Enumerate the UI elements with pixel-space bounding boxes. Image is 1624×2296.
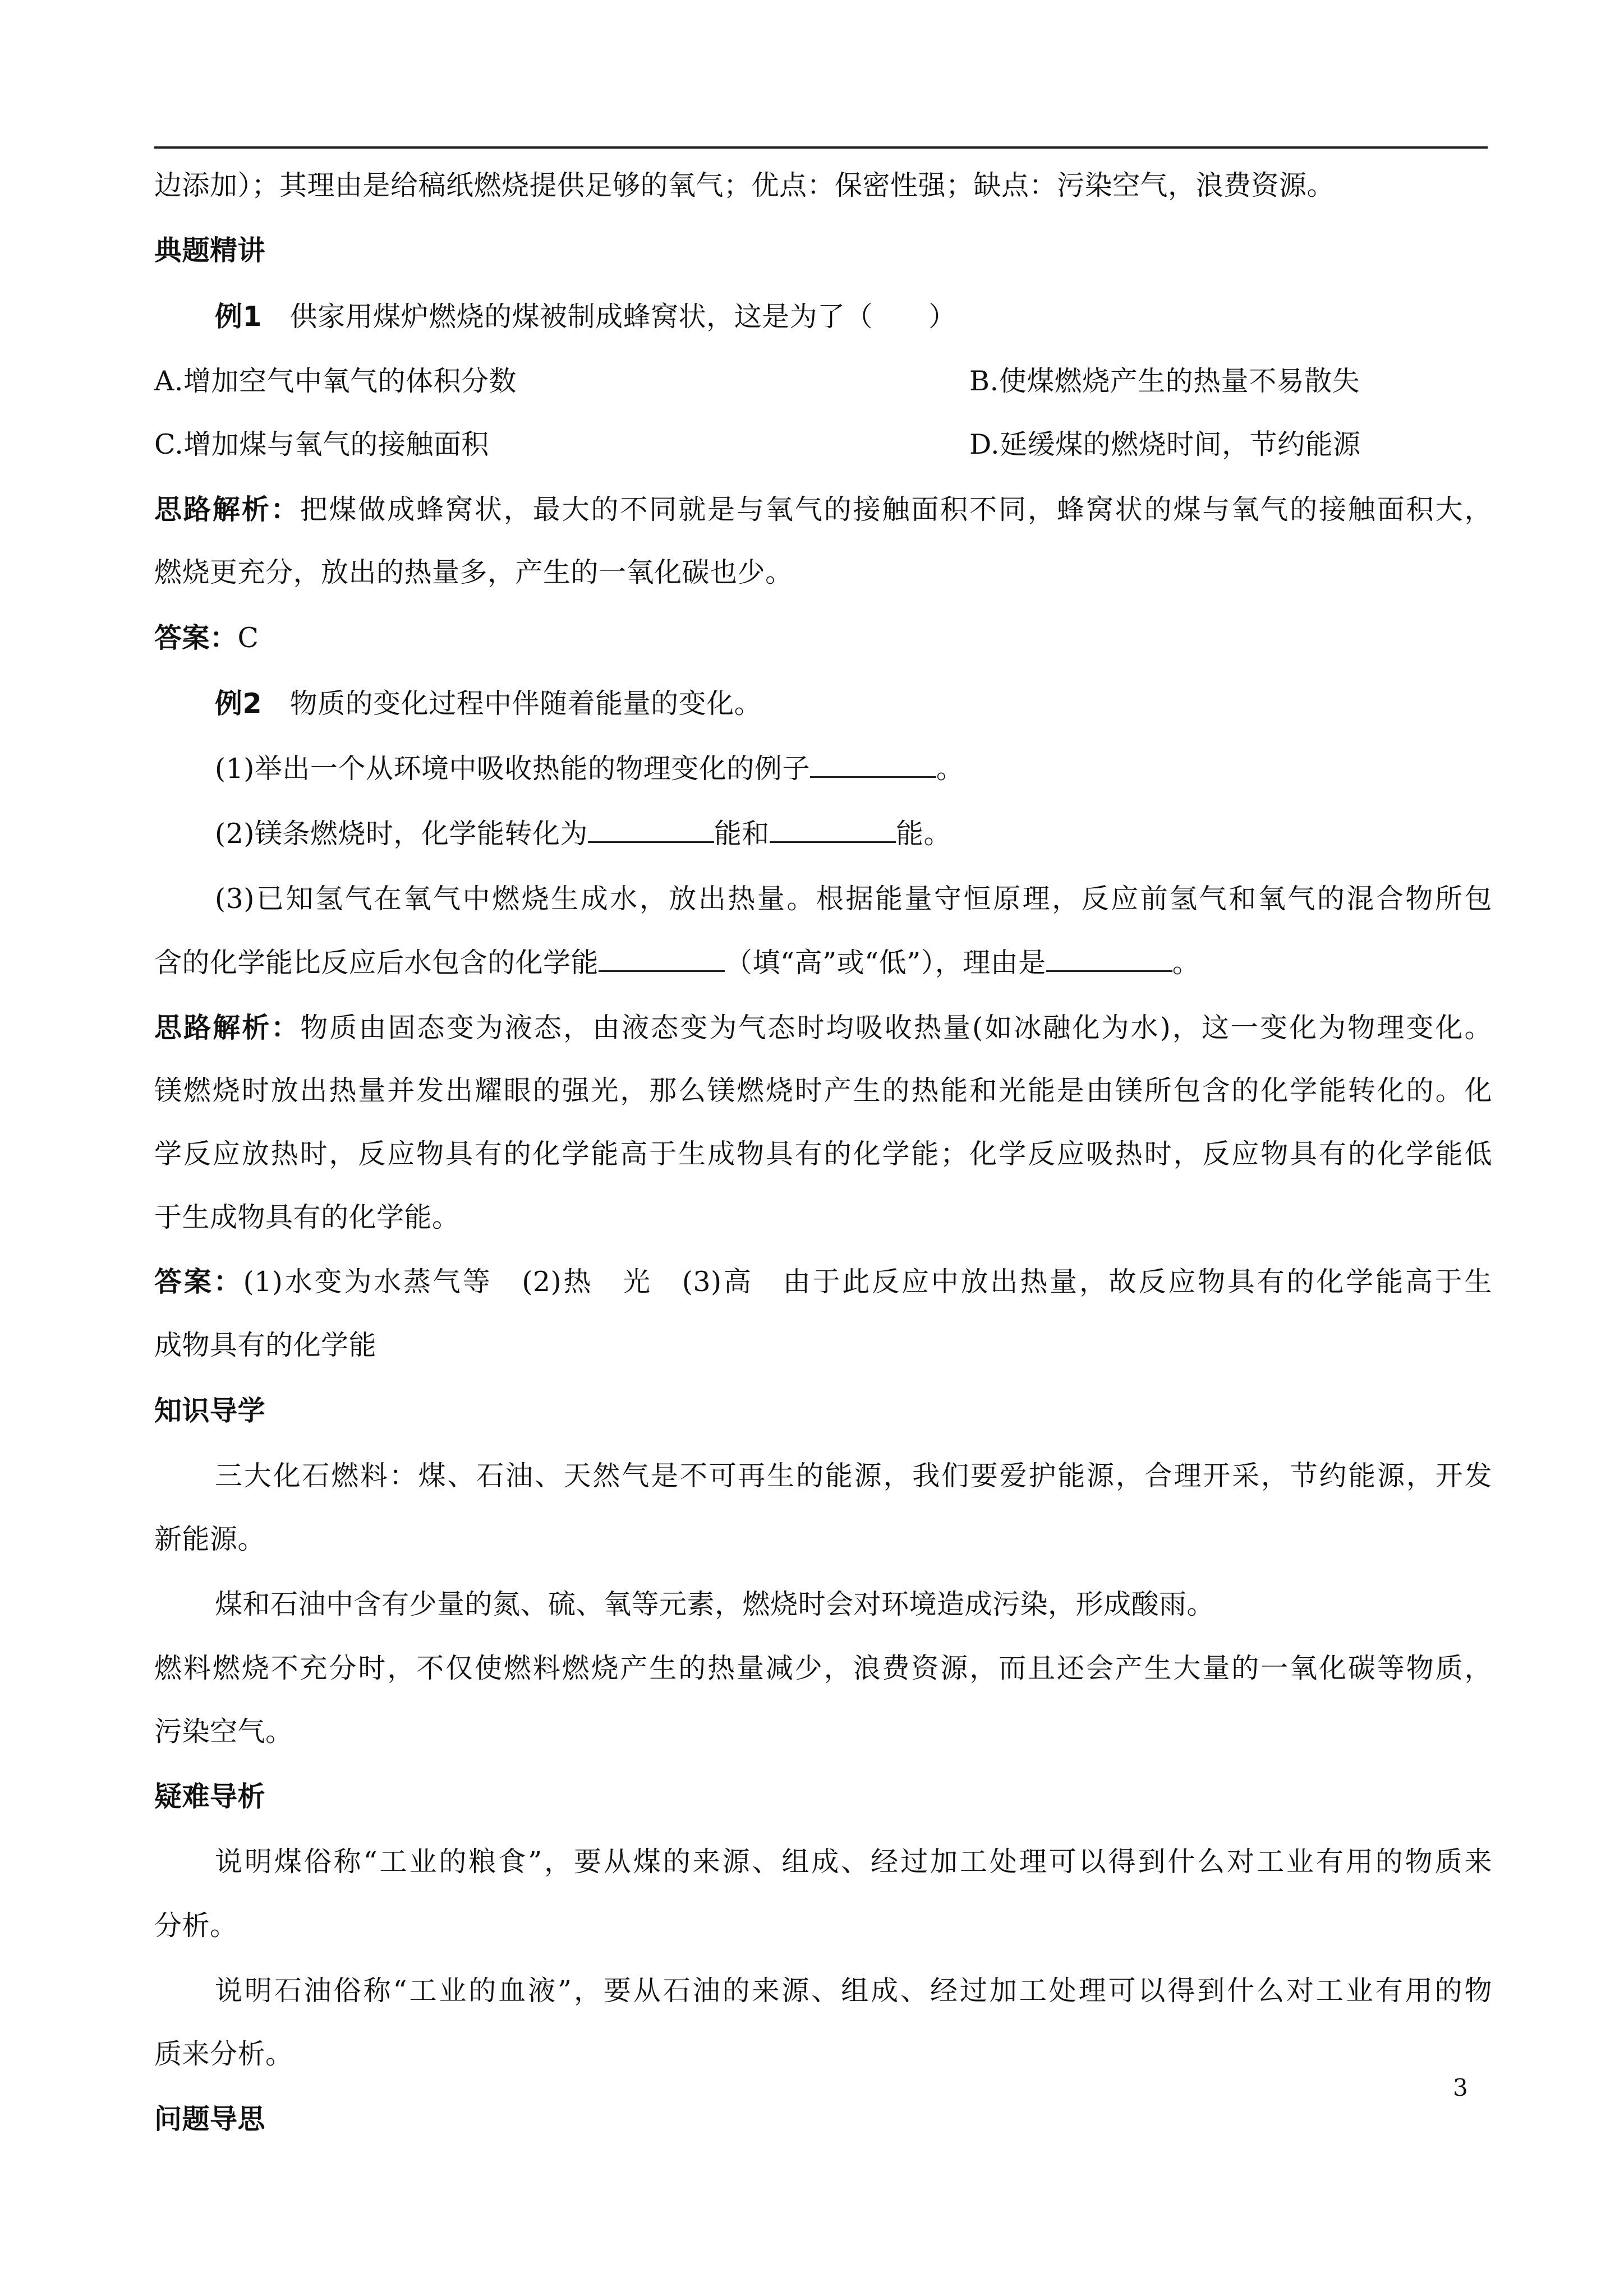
analysis-text: 把煤做成蜂窝状，最大的不同就是与氧气的接触面积不同，蜂窝状的煤与氧气的接触面积大， (300, 494, 1492, 525)
subquestion-text: 能和 (714, 818, 770, 850)
answer-value: C (237, 622, 259, 654)
text-line: 分析。 (154, 1910, 238, 1942)
example-2-subquestion-3-cont (154, 943, 1492, 983)
analysis-text: 物质由固态变为液态，由液态变为气态时均吸收热量(如冰融化为水)，这一变化为物理变化。 (300, 1012, 1492, 1044)
example-1-question (215, 297, 1492, 336)
example-1-analysis (154, 490, 1492, 529)
text-line: 成物具有的化学能 (154, 1329, 377, 1361)
fill-blank (810, 751, 936, 778)
answer-label: 答案： (154, 1266, 243, 1298)
header-rule (154, 146, 1488, 149)
text-line: 煤和石油中含有少量的氮、硫、氧等元素，燃烧时会对环境造成污染，形成酸雨。 (215, 1588, 1215, 1620)
text-line: 镁燃烧时放出热量并发出耀眼的强光，那么镁燃烧时产生的热能和光能是由镁所包含的化学能转化的。化 (154, 1075, 1492, 1106)
example-2-subquestion-3: (3)已知氢气在氧气中燃烧生成水，放出热量。根据能量守恒原理，反应前氢气和氧气的混合物所包 (215, 883, 1492, 915)
subquestion-text: (2)镁条燃烧时，化学能转化为 (215, 818, 588, 850)
text-line: 燃料燃烧不充分时，不仅使燃料燃烧产生的热量减少，浪费资源，而且还会产生大量的一氧化碳等物质， (154, 1652, 1492, 1684)
option-a: A.增加空气中氧气的体积分数 (154, 365, 517, 397)
subquestion-text: （填“高”或“低”），理由是 (725, 947, 1046, 979)
analysis-label: 思路解析： (154, 494, 300, 525)
example-2-subquestion-2 (215, 814, 1492, 854)
text-line: 说明煤俗称“工业的粮食”，要从煤的来源、组成、经过加工处理可以得到什么对工业有用的物质来 (215, 1846, 1492, 1878)
text-line: 说明石油俗称“工业的血液”，要从石油的来源、组成、经过加工处理可以得到什么对工业有用的物 (215, 1975, 1492, 2007)
example-1-options-row-1 (154, 362, 1492, 401)
example-1-stem: 供家用煤炉燃烧的煤被制成蜂窝状，这是为了（ ） (289, 301, 956, 333)
example-1-options-row-2 (154, 425, 1492, 464)
option-c: C.增加煤与氧气的接触面积 (154, 428, 489, 460)
example-2-stem: 物质的变化过程中伴随着能量的变化。 (289, 688, 762, 720)
option-d: D.延缓煤的燃烧时间，节约能源 (969, 428, 1361, 460)
fill-blank (770, 817, 896, 843)
punctuation: 。 (936, 753, 964, 785)
text-line: 边添加）；其理由是给稿纸燃烧提供足够的氧气；优点：保密性强；缺点：污染空气，浪费资源。 (154, 169, 1335, 201)
section-heading-dianti: 典题精讲 (154, 234, 266, 266)
text-line: 于生成物具有的化学能。 (154, 1201, 460, 1233)
fill-blank (599, 946, 725, 972)
text-line: 污染空气。 (154, 1716, 293, 1748)
subquestion-text: (1)举出一个从环境中吸收热能的物理变化的例子 (215, 753, 810, 785)
analysis-label: 思路解析： (154, 1012, 301, 1044)
example-2-subquestion-1 (215, 749, 1492, 789)
answer-label: 答案： (154, 622, 238, 654)
subquestion-text: 含的化学能比反应后水包含的化学能 (154, 947, 599, 979)
fill-blank (588, 817, 714, 843)
text-line: 三大化石燃料：煤、石油、天然气是不可再生的能源，我们要爱护能源，合理开采，节约能源，开发 (215, 1460, 1492, 1492)
text-line: 质来分析。 (154, 2038, 293, 2070)
text-line: 学反应放热时，反应物具有的化学能高于生成物具有的化学能；化学反应吸热时，反应物具有的化学能低 (154, 1138, 1492, 1170)
text-line: 新能源。 (154, 1523, 266, 1555)
example-1-label: 例1 (215, 301, 263, 333)
example-2-label: 例2 (215, 688, 263, 720)
example-2-question (215, 684, 1492, 723)
subquestion-text: 能。 (895, 818, 951, 850)
example-1-answer (154, 619, 1492, 658)
punctuation: 。 (1172, 947, 1200, 979)
fill-blank (1046, 946, 1172, 972)
text-line: 燃烧更充分，放出的热量多，产生的一氧化碳也少。 (154, 556, 793, 588)
page-number: 3 (1453, 2074, 1468, 2101)
option-b: B.使煤燃烧产生的热量不易散失 (969, 365, 1360, 397)
section-heading-zhishi: 知识导学 (154, 1395, 266, 1427)
example-2-analysis (154, 1008, 1492, 1048)
section-heading-yinan: 疑难导析 (154, 1781, 266, 1813)
example-2-answer (154, 1262, 1492, 1302)
section-heading-wenti: 问题导思 (154, 2103, 266, 2135)
answer-value: (1)水变为水蒸气等 (2)热 光 (3)高 由于此反应中放出热量，故反应物具有的化学能高于生 (243, 1266, 1492, 1298)
